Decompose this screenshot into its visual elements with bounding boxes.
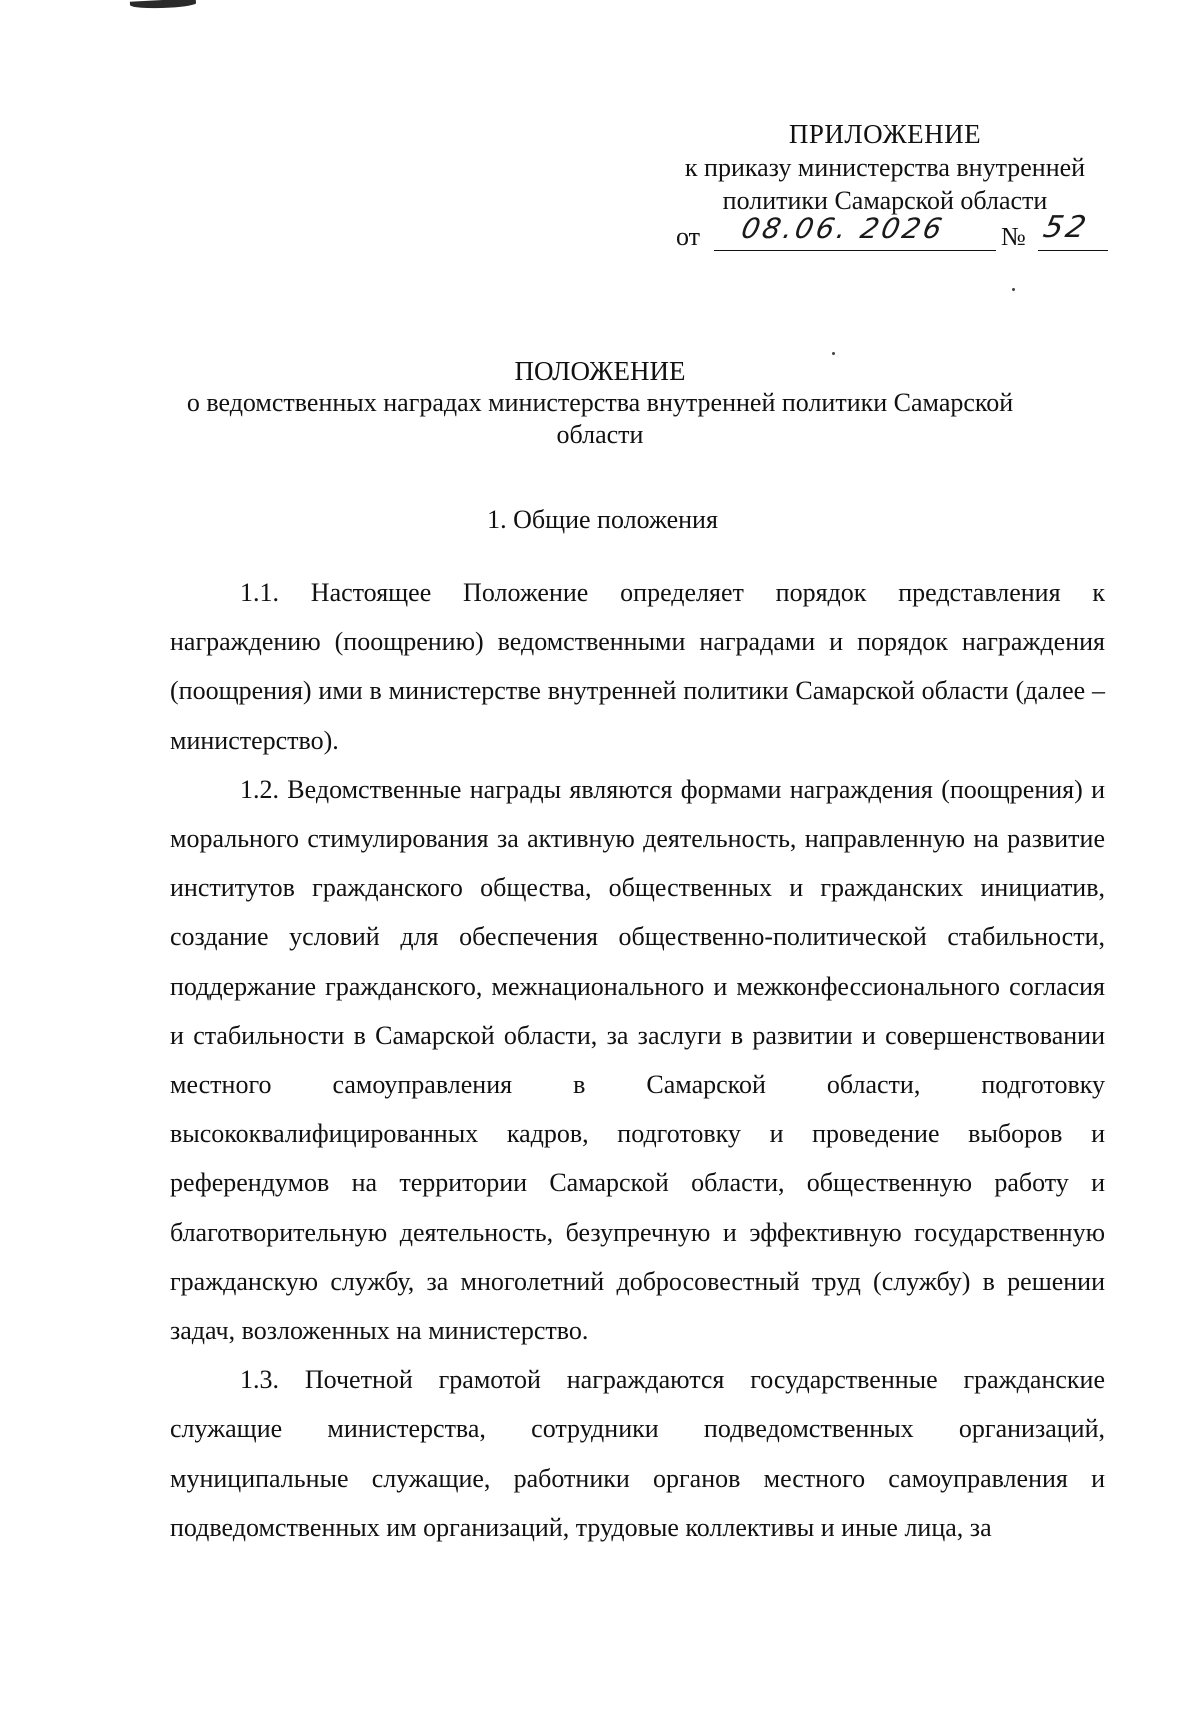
scan-artifact: [130, 0, 196, 10]
handwritten-date: 08.06. 2026: [738, 212, 948, 245]
document-title: ПОЛОЖЕНИЕ: [514, 356, 686, 386]
order-date-number-line: [676, 210, 1116, 256]
document-title-block: [150, 355, 1050, 451]
paragraph-1-2: 1.2. Ведомственные награды являются формами награждения (поощрения) и морального стимулирования за активную деятельность, направленную на развитие институтов гражданского общества, общественных и гражданских инициатив, создание условий для обеспечения общественно-политической стабильности, поддержание гражданского, межнационального и межконфессионального согласия и стабильности в Самарской области, за заслуги в развитии и совершенствовании местного самоуправления в Самарской области, подготовку высококвалифицированных кадров, подготовку и проведение выборов и референдумов на территории Самарской области, общественную работу и благотворительную деятельность, безупречную и эффективную государственную гражданскую службу, за многолетний добросовестный труд (службу) в решении задач, возложенных на министерство.: [170, 774, 1105, 1346]
document-subtitle-line-2: области: [556, 420, 644, 449]
paragraph-1-3: 1.3. Почетной грамотой награждаются государственные гражданские служащие министерства, сотрудники подведомственных организаций, муниципальные служащие, работники органов местного самоуправления и подведомственных им организаций, трудовые коллективы и иные лица, за: [170, 1365, 1105, 1542]
handwritten-number: 52: [1040, 210, 1092, 245]
paragraph-1-1: 1.1. Настоящее Положение определяет порядок представления к награждению (поощрению) ведомственными наградами и порядок награждения (поощрения) ими в министерстве внутренней политики Самарской области (далее – министерство).: [170, 578, 1105, 755]
date-label: от: [676, 222, 701, 251]
date-field: [714, 212, 996, 251]
number-field: [1038, 210, 1108, 251]
section-heading: 1. Общие положения: [487, 505, 718, 534]
appendix-title: ПРИЛОЖЕНИЕ: [788, 119, 982, 149]
body-text: [170, 568, 1105, 1552]
number-label: №: [1001, 222, 1026, 251]
scan-speck: [1012, 288, 1015, 291]
appendix-line-2: политики Самарской области: [722, 186, 1048, 215]
document-subtitle-line-1: о ведомственных наградах министерства внутренней политики Самарской: [186, 388, 1014, 417]
appendix-header: [650, 118, 1120, 217]
appendix-line-1: к приказу министерства внутренней: [684, 153, 1086, 182]
